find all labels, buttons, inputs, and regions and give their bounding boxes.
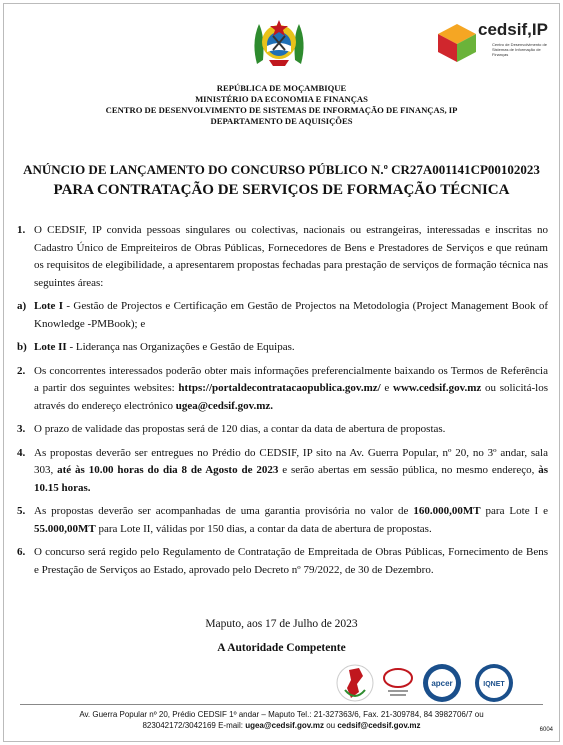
national-emblem-icon [247,12,311,72]
iqnet-label: IQNET [483,681,505,688]
paragraph-number: 6. [17,546,26,558]
paragraph-text: Os concorrentes interessados poderão obter mais informações preferencialmente baixando os Termos de Referência a partir dos seguintes websites: [34,364,548,394]
paragraph-text: O CEDSIF, IP convida pessoas singulares ou colectivas, nacionais ou estrangeiras, interessadas e inscritas no Cadastro Único de Empreiteiros de Obras Públicas, Fornecedores de Bens e Prestadores de Serviços e que reúnam os requisitos de elegibilidade, a apresentarem propostas fechadas para prestação de serviços de formação técnica nas seguintes áreas: [34,224,548,289]
paragraph-3 [17,421,548,439]
paragraph-text: O prazo de validade das propostas será de 120 dias, a contar da data de abertura de propostas. [34,423,446,435]
announcement-subtitle: PARA CONTRATAÇÃO DE SERVIÇOS DE FORMAÇÃO TÉCNICA [53,182,510,198]
paragraph-number: 4. [17,446,26,459]
lot-label: Lote II [34,341,67,353]
lot-text: - Liderança nas Organizações e Gestão de Equipas. [66,341,295,353]
authority-signature: A Autoridade Competente [217,642,346,654]
guarantee-lot-2: 55.000,00MT [34,522,96,535]
guarantee-lot-1: 160.000,00MT [413,505,481,517]
country-map-logo-icon [335,662,375,704]
paragraph-2 [17,363,548,416]
lot-a [17,298,548,333]
paragraph-text: ou solicitá-los através do endereço electrónico [34,382,548,412]
deadline-text: até às 10.00 horas do dia 8 de Agosto de 2023 [57,464,279,476]
institution-header [0,83,563,127]
cedsif-website-link[interactable]: www.cedsif.gov.mz [393,382,482,394]
opening-time: às 10.15 horas. [34,464,548,494]
header-line-4: DEPARTAMENTO DE AQUISIÇÕES [210,116,353,126]
inno-certificate-logo-icon [378,662,418,704]
footer-line-2 [0,720,563,731]
footer-or-text: ou [323,721,338,730]
footer-address: Av. Guerra Popular nº 20, Prédio CEDSIF 1º andar – Maputo Tel.: 21-327363/6, Fax. 21-309784, 84 3982706/7 ou [79,710,484,719]
paragraph-text: para Lote II, válidas por 150 dias, a contar da data de abertura de propostas. [95,522,432,535]
ugea-email-link[interactable]: ugea@cedsif.gov.mz. [175,399,274,412]
lot-label: Lote I [34,300,64,312]
paragraph-text: e serão abertas em sessão pública, no mesmo endereço, [278,464,539,476]
lot-marker: b) [17,341,27,353]
footer-contacts [0,709,563,731]
paragraph-number: 3. [17,423,26,435]
paragraph-text: O concurso será regido pelo Regulamento de Contratação de Empreitada de Obras Públicas, Fornecimento de Bens e Prestação de Serviços ao Estado, aprovado pelo Decreto nº 79/2022, de 30 de Dezembro. [34,546,548,576]
cedsif-logo-subtitle: Centro de Desenvolvimento de Sistemas de Informação de Finanças [492,42,547,57]
cedsif-logo [436,18,550,66]
footer-cedsif-email-link[interactable]: cedsif@cedsif.gov.mz [337,721,421,730]
paragraph-number: 1. [17,224,26,236]
header-line-3: CENTRO DE DESENVOLVIMENTO DE SISTEMAS DE INFORMAÇÃO DE FINANÇAS, IP [105,105,458,115]
header-line-2: MINISTÉRIO DA ECONOMIA E FINANÇAS [195,94,368,104]
paragraph-text: para Lote I e [480,505,548,517]
footer-phone-text: 823042172/3042169 E-mail: [142,721,246,730]
paragraph-1 [17,222,548,292]
portal-url-link[interactable]: https://portaldecontratacaopublica.gov.mz/ [178,382,381,394]
apcer-logo-icon [420,662,464,704]
paragraph-5 [17,503,548,538]
announcement-body [17,222,548,585]
cedsif-logo-name: cedsif,IP [478,20,548,39]
paragraph-number: 2. [17,364,26,377]
lot-b [17,339,548,357]
cedsif-cube-icon [436,22,478,64]
announcement-title: ANÚNCIO DE LANÇAMENTO DO CONCURSO PÚBLICO N.º CR27A001141CP00102023 [23,162,540,177]
footer-ugea-email-link[interactable]: ugea@cedsif.gov.mz [245,721,324,730]
place-date: Maputo, aos 17 de Julho de 2023 [205,618,358,630]
lot-marker: a) [17,300,27,312]
page-number: 6004 [539,727,553,733]
apcer-label: apcer [431,679,453,688]
paragraph-number: 5. [17,505,26,517]
paragraph-6 [17,544,548,579]
paragraph-text: As propostas deverão ser acompanhadas de uma garantia provisória no valor de [34,505,414,517]
paragraph-text: As propostas deverão ser entregues no Prédio do CEDSIF, IP sito na Av. Guerra Popular, nº 20, no 3º andar, sala 303, [34,446,548,476]
lot-text: - Gestão de Projectos e Certificação em Gestão de Projectos na Metodologia (Project Management Book of Knowledge -PMBook); e [34,300,548,330]
paragraph-4 [17,445,548,498]
iqnet-logo-icon [472,662,516,704]
paragraph-text: e [380,382,393,394]
footer-divider [20,704,543,705]
header-line-1: REPÚBLICA DE MOÇAMBIQUE [216,83,347,93]
